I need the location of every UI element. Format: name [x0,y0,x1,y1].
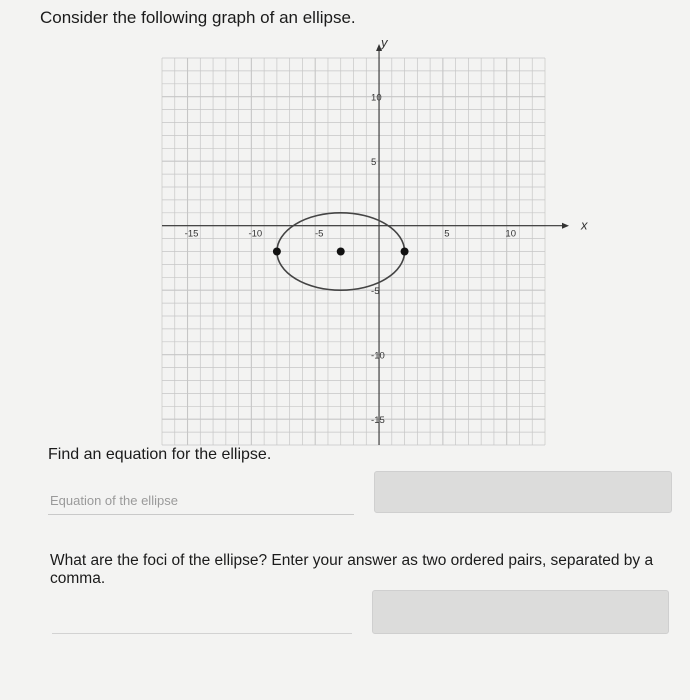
intro-text: Consider the following graph of an ellipse. [40,8,356,27]
equation-placeholder-label: Equation of the ellipse [50,493,178,508]
foci-underline [52,633,352,634]
right-vertex-point [401,248,409,256]
x-axis-arrow [562,223,569,229]
x-tick-label: -15 [184,228,199,240]
x-tick-label: 10 [505,228,516,240]
center-point [337,248,345,256]
y-tick-label: -5 [371,286,380,298]
left-vertex-point [273,248,281,256]
y-axis-label: y [381,35,388,50]
grid [162,58,545,445]
foci-input[interactable] [372,590,669,634]
y-tick-label: -10 [371,350,385,362]
x-tick-label: 5 [444,228,450,240]
x-tick-label: -10 [248,228,263,240]
question-foci: What are the foci of the ellipse? Enter your answer as two ordered pairs, separated by a comma. [50,552,654,587]
x-tick-label: -5 [314,228,324,240]
question-equation: Find an equation for the ellipse. [48,446,272,463]
y-tick-label: -15 [371,415,385,427]
ellipse-graph [150,30,590,450]
tick-labels [185,93,516,427]
y-tick-label: 10 [371,92,382,104]
y-tick-label: 5 [371,157,377,169]
x-axis-label: x [581,217,588,233]
equation-input[interactable] [374,471,672,513]
equation-underline [48,514,354,515]
